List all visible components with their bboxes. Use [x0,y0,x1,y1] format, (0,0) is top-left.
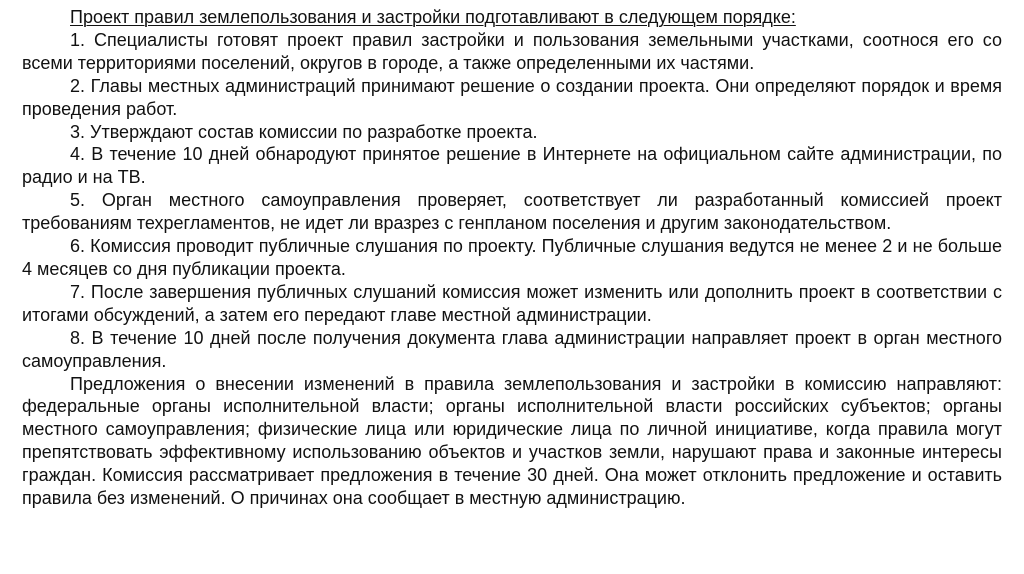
paragraph-step-5: 5. Орган местного самоуправления проверяет, соответствует ли разработанный комиссией проект требованиям техрегламентов, не идет ли вразрез с генпланом поселения и другим законодательством. [22,190,1002,234]
paragraph-step-1: 1. Специалисты готовят проект правил застройки и пользования земельными участками, соотнося его со всеми территориями поселений, округов в городе, а также определенными их частями. [22,29,1002,73]
paragraph-step-3: 3. Утверждают состав комиссии по разработке проекта. [70,121,538,142]
paragraph-step-4: 4. В течение 10 дней обнародуют принятое решение в Интернете на официальном сайте администрации, по радио и на ТВ. [22,144,1002,188]
document-title: Проект правил землепользования и застройки подготавливают в следующем порядке: [70,7,796,27]
paragraph-step-6: 6. Комиссия проводит публичные слушания по проекту. Публичные слушания ведутся не менее 2 и не больше 4 месяцев со дня публикации проекта. [22,236,1002,279]
paragraph-step-8: 8. В течение 10 дней после получения документа глава администрации направляет проект в орган местного самоуправления. [22,327,1002,371]
paragraph-step-2: 2. Главы местных администраций принимают решение о создании проекта. Они определяют порядок и время проведения работ. [22,75,1002,119]
paragraph-proposals: Предложения о внесении изменений в правила землепользования и застройки в комиссию направляют: федеральные органы исполнительной власти; органы исполнительной власти российских субъектов; органы местного самоуправления; физические лица или юридические лица по личной инициативе, когда правила могут препятствовать эффективному использованию объектов и участков земли, нарушают права и законные интересы граждан. Комиссия рассматривает предложения в течение 30 дней. Она может отклонить предложение и оставить правила без изменений. О причинах она сообщает в местную администрацию. [22,373,1002,509]
paragraph-step-7: 7. После завершения публичных слушаний комиссия может изменить или дополнить проект в соответствии с итогами обсуждений, а затем его передают главе местной администрации. [22,281,1002,325]
